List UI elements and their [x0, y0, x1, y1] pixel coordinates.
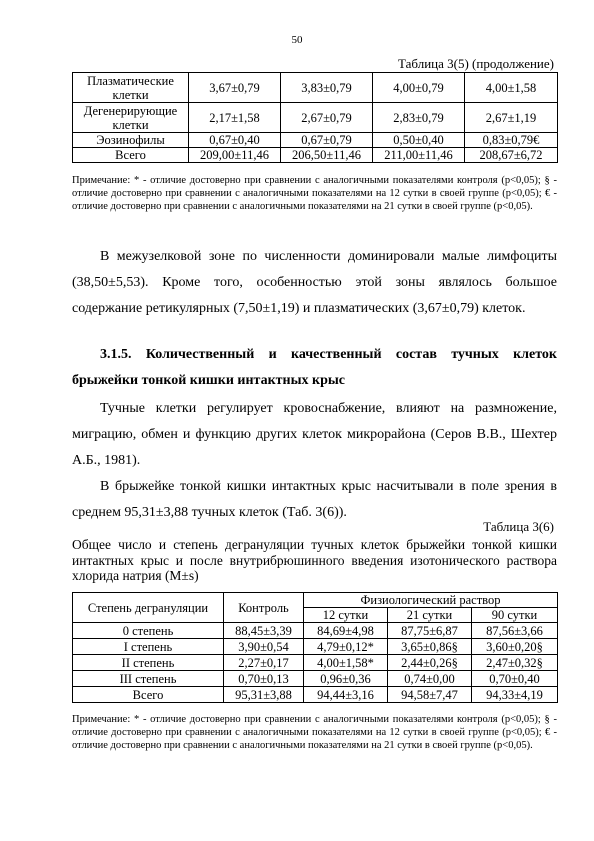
- table-cell: 2,47±0,32§: [472, 655, 558, 671]
- table-cell: 0,96±0,36: [304, 671, 388, 687]
- table-cell: 211,00±11,46: [373, 148, 465, 163]
- table-row: [73, 671, 558, 687]
- table-cell: 2,17±1,58: [189, 103, 281, 133]
- table-cell: 2,67±1,19: [465, 103, 558, 133]
- row-label: III степень: [73, 671, 224, 687]
- table-cell: 209,00±11,46: [189, 148, 281, 163]
- table-cell: 0,67±0,79: [281, 133, 373, 148]
- row-label: 0 степень: [73, 623, 224, 639]
- table-row: [73, 655, 558, 671]
- table2-caption: Таблица 3(6): [483, 519, 554, 534]
- table-cell: 88,45±3,39: [224, 623, 304, 639]
- header-day-12: 12 сутки: [304, 608, 388, 623]
- table-cell: 94,44±3,16: [304, 687, 388, 703]
- header-degranulation: Степень дегрануляции: [73, 593, 224, 623]
- table-cell: 208,67±6,72: [465, 148, 558, 163]
- row-label: Плазматические клетки: [73, 73, 189, 103]
- table-cell: 0,74±0,00: [388, 671, 472, 687]
- table-cell: 95,31±3,88: [224, 687, 304, 703]
- header-saline-group: Физиологический раствор: [304, 593, 558, 608]
- table-cell: 4,00±1,58*: [304, 655, 388, 671]
- table-cell: 4,00±0,79: [373, 73, 465, 103]
- table-cell: 2,44±0,26§: [388, 655, 472, 671]
- row-label: I степень: [73, 639, 224, 655]
- table2: [72, 592, 558, 703]
- table-cell: 3,60±0,20§: [472, 639, 558, 655]
- header-day-90: 90 сутки: [472, 608, 558, 623]
- table-cell: 2,67±0,79: [281, 103, 373, 133]
- table-cell: 0,70±0,40: [472, 671, 558, 687]
- table2-note: Примечание: * - отличие достоверно при сравнении с аналогичными показателями контроля (р<0,05); § - отличие достоверно при сравнении с аналогичными показателями на 12 сутки в своей группе (р<0,05); € - отличие достоверно при сравнении с аналогичными показателями на 21 сутки в своей группе (р<0,05).: [72, 714, 557, 751]
- table-cell: 4,79±0,12*: [304, 639, 388, 655]
- table-cell: 87,75±6,87: [388, 623, 472, 639]
- table-cell: 3,65±0,86§: [388, 639, 472, 655]
- row-label: Всего: [73, 687, 224, 703]
- table-cell: 0,67±0,40: [189, 133, 281, 148]
- table-row: [73, 623, 558, 639]
- table-row: [73, 103, 558, 133]
- table-row: [73, 148, 558, 163]
- header-control: Контроль: [224, 593, 304, 623]
- table1: [72, 72, 558, 163]
- table-row: [73, 73, 558, 103]
- table-header-row: [73, 593, 558, 608]
- table-cell: 4,00±1,58: [465, 73, 558, 103]
- table-cell: 94,58±7,47: [388, 687, 472, 703]
- table-cell: 3,83±0,79: [281, 73, 373, 103]
- table-cell: 84,69±4,98: [304, 623, 388, 639]
- table-cell: 0,83±0,79€: [465, 133, 558, 148]
- section-heading: 3.1.5. Количественный и качественный состав тучных клеток брыжейки тонкой кишки интактных крыс: [72, 347, 557, 388]
- table-cell: 87,56±3,66: [472, 623, 558, 639]
- row-label: Дегенерирующие клетки: [73, 103, 189, 133]
- table-cell: 2,27±0,17: [224, 655, 304, 671]
- table-row: [73, 639, 558, 655]
- paragraph-1: В межузелковой зоне по численности доминировали малые лимфоциты (38,50±5,53). Кроме того, особенностью этой зоны являлось большое содержание ретикулярных (7,50±1,19) и плазматических (3,67±0,79) клеток.: [72, 249, 557, 316]
- table2-title: Общее число и степень дегрануляции тучных клеток брыжейки тонкой кишки интактных крыс и после внутрибрюшинного введения изотонического раствора хлорида натрия (M±s): [72, 537, 557, 583]
- header-day-21: 21 сутки: [388, 608, 472, 623]
- row-label: Всего: [73, 148, 189, 163]
- table-cell: 94,33±4,19: [472, 687, 558, 703]
- table1-caption: Таблица 3(5) (продолжение): [398, 56, 554, 71]
- table-cell: 2,83±0,79: [373, 103, 465, 133]
- table-cell: 3,67±0,79: [189, 73, 281, 103]
- table-row: [73, 133, 558, 148]
- page-number: 50: [291, 34, 303, 46]
- table-cell: 3,90±0,54: [224, 639, 304, 655]
- row-label: Эозинофилы: [73, 133, 189, 148]
- table1-note: Примечание: * - отличие достоверно при сравнении с аналогичными показателями контроля (р<0,05); § - отличие достоверно при сравнении с аналогичными показателями на 12 сутки в своей группе (р<0,05); € - отличие достоверно при сравнении с аналогичными показателями на 21 сутки в своей группе (р<0,05).: [72, 175, 557, 212]
- row-label: II степень: [73, 655, 224, 671]
- table-cell: 0,70±0,13: [224, 671, 304, 687]
- paragraph-3: В брыжейке тонкой кишки интактных крыс насчитывали в поле зрения в среднем 95,31±3,88 тучных клеток (Таб. 3(6)).: [72, 479, 557, 520]
- paragraph-2: Тучные клетки регулирует кровоснабжение, влияют на размножение, миграцию, обмен и функцию других клеток микрорайона (Серов В.В., Шехтер А.Б., 1981).: [72, 401, 557, 468]
- table-cell: 206,50±11,46: [281, 148, 373, 163]
- table-row: [73, 687, 558, 703]
- table-cell: 0,50±0,40: [373, 133, 465, 148]
